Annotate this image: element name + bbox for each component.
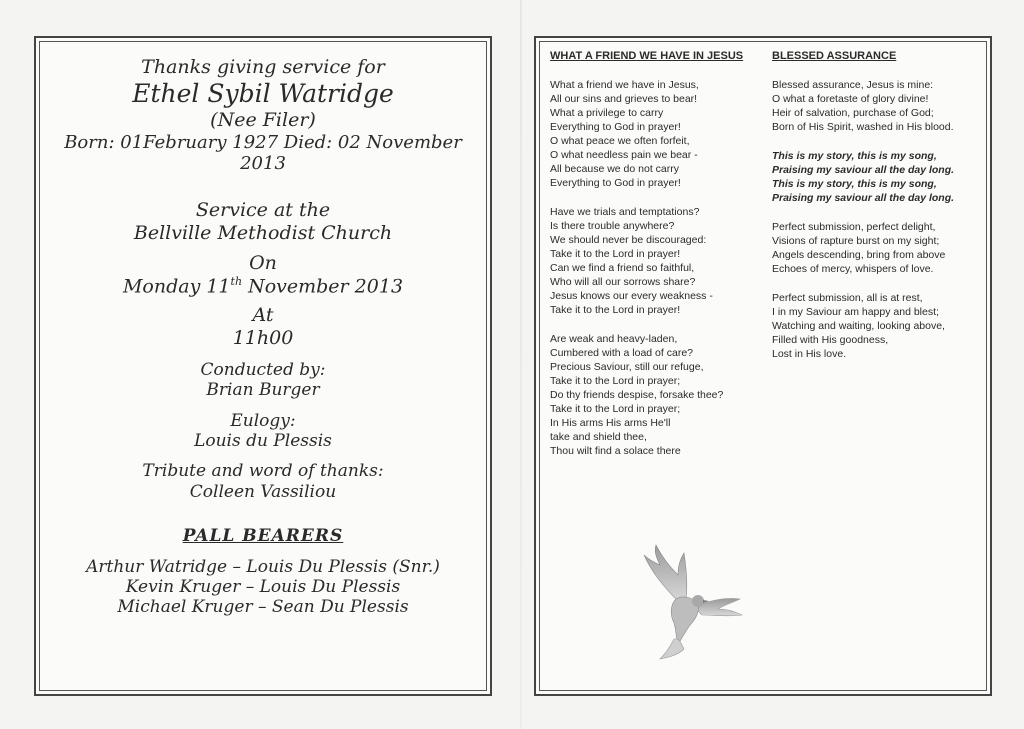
pall-bearer-line: Michael Kruger – Sean Du Plessis	[117, 597, 409, 618]
hymn-line: Precious Saviour, still our refuge,	[550, 361, 704, 373]
hymn-what-a-friend	[550, 48, 758, 458]
hymn-line: Filled with His goodness,	[772, 334, 889, 346]
hymn-line: Heir of salvation, purchase of God;	[772, 107, 934, 119]
conducted-by-label: Conducted by:	[200, 359, 326, 380]
hymn-stanza	[550, 332, 758, 458]
hymn-line: Perfect submission, perfect delight,	[772, 221, 936, 233]
hymn-line: Angels descending, bring from above	[772, 249, 946, 261]
hymn-line: Everything to God in prayer!	[550, 177, 681, 189]
chorus-line: This is my story, this is my song,	[772, 150, 937, 162]
hymn-stanza	[772, 291, 978, 361]
hymn-line: Take it to the Lord in prayer;	[550, 375, 681, 387]
hymn-line: Blessed assurance, Jesus is mine:	[772, 79, 934, 91]
hymn-line: O what a foretaste of glory divine!	[772, 93, 929, 105]
hymn-line: Cumbered with a load of care?	[550, 347, 693, 359]
hymn-line: Jesus knows our every weakness -	[550, 290, 713, 302]
chorus-line: This is my story, this is my song,	[772, 178, 937, 190]
page-fold	[520, 0, 522, 729]
hymn-line: O what needless pain we bear -	[550, 149, 698, 161]
tribute-name: Colleen Vassiliou	[189, 481, 337, 502]
hymn-line: What a friend we have in Jesus,	[550, 79, 699, 91]
hymn-blessed-assurance	[772, 48, 978, 361]
right-page	[534, 36, 992, 696]
hymn-stanza	[772, 220, 978, 276]
eulogy-name: Louis du Plessis	[194, 431, 332, 452]
service-details	[44, 48, 482, 684]
pall-bearer-line: Kevin Kruger – Louis Du Plessis	[125, 577, 401, 598]
pall-bearer-line: Arthur Watridge – Louis Du Plessis (Snr.)	[86, 556, 440, 577]
eulogy-label: Eulogy:	[230, 410, 296, 431]
at-label: At	[252, 304, 274, 327]
hymn-line: Can we find a friend so faithful,	[550, 262, 695, 274]
hymn-line: We should never be discouraged:	[550, 234, 707, 246]
hymn-line: Are weak and heavy-laden,	[550, 333, 678, 345]
hymn-line: All our sins and grieves to bear!	[550, 93, 698, 105]
hymn-stanza	[550, 78, 758, 190]
hymn-line: Everything to God in prayer!	[550, 121, 681, 133]
pall-bearers-heading: PALL BEARERS	[182, 526, 344, 547]
hymn-line: Watching and waiting, looking above,	[772, 320, 945, 332]
chorus-line: Praising my saviour all the day long.	[772, 192, 955, 204]
hymn-chorus	[772, 149, 978, 205]
tribute-label: Tribute and word of thanks:	[142, 461, 384, 482]
hymn-line: What a privilege to carry	[550, 107, 664, 119]
hymn-line: Echoes of mercy, whispers of love.	[772, 263, 934, 275]
hymn-line: I in my Saviour am happy and blest;	[772, 306, 939, 318]
title-line: Thanks giving service for	[141, 56, 385, 78]
hymn-line: Lost in His love.	[772, 348, 847, 360]
hymn-line: Born of His Spirit, washed in His blood.	[772, 121, 954, 133]
dove-icon	[616, 543, 756, 663]
hymn-line: Have we trials and temptations?	[550, 206, 700, 218]
hymn-line: Take it to the Lord in prayer!	[550, 248, 681, 260]
hymn-title: BLESSED ASSURANCE	[772, 50, 897, 62]
chorus-line: Praising my saviour all the day long.	[772, 164, 955, 176]
maiden-name: (Nee Filer)	[210, 108, 316, 131]
deceased-name: Ethel Sybil Watridge	[132, 78, 394, 108]
on-label: On	[249, 252, 277, 275]
church-name: Bellville Methodist Church	[133, 221, 393, 244]
hymn-title: WHAT A FRIEND WE HAVE IN JESUS	[550, 50, 744, 62]
service-at-label: Service at the	[195, 198, 331, 221]
hymn-line: Take it to the Lord in prayer;	[550, 403, 681, 415]
hymn-line: In His arms His arms He'll	[550, 417, 671, 429]
hymn-line: Do thy friends despise, forsake thee?	[550, 389, 724, 401]
service-time: 11h00	[232, 327, 294, 350]
hymn-stanza	[550, 205, 758, 317]
hymn-line: Visions of rapture burst on my sight;	[772, 235, 940, 247]
hymn-line: Take it to the Lord in prayer!	[550, 304, 681, 316]
hymn-stanza	[772, 78, 978, 134]
hymn-line: O what peace we often forfeit,	[550, 135, 690, 147]
hymn-line: All because we do not carry	[550, 163, 679, 175]
hymn-line: Perfect submission, all is at rest,	[772, 292, 923, 304]
hymn-line: Is there trouble anywhere?	[550, 220, 675, 232]
left-page	[34, 36, 492, 696]
conducted-by-name: Brian Burger	[206, 380, 320, 401]
hymn-line: Thou wilt find a solace there	[550, 445, 681, 457]
hymn-line: Who will all our sorrows share?	[550, 276, 696, 288]
service-date: Monday 11th November 2013	[122, 275, 404, 298]
hymn-line: take and shield thee,	[550, 431, 647, 443]
birth-death-dates: Born: 01February 1927 Died: 02 November 2013	[64, 131, 462, 175]
